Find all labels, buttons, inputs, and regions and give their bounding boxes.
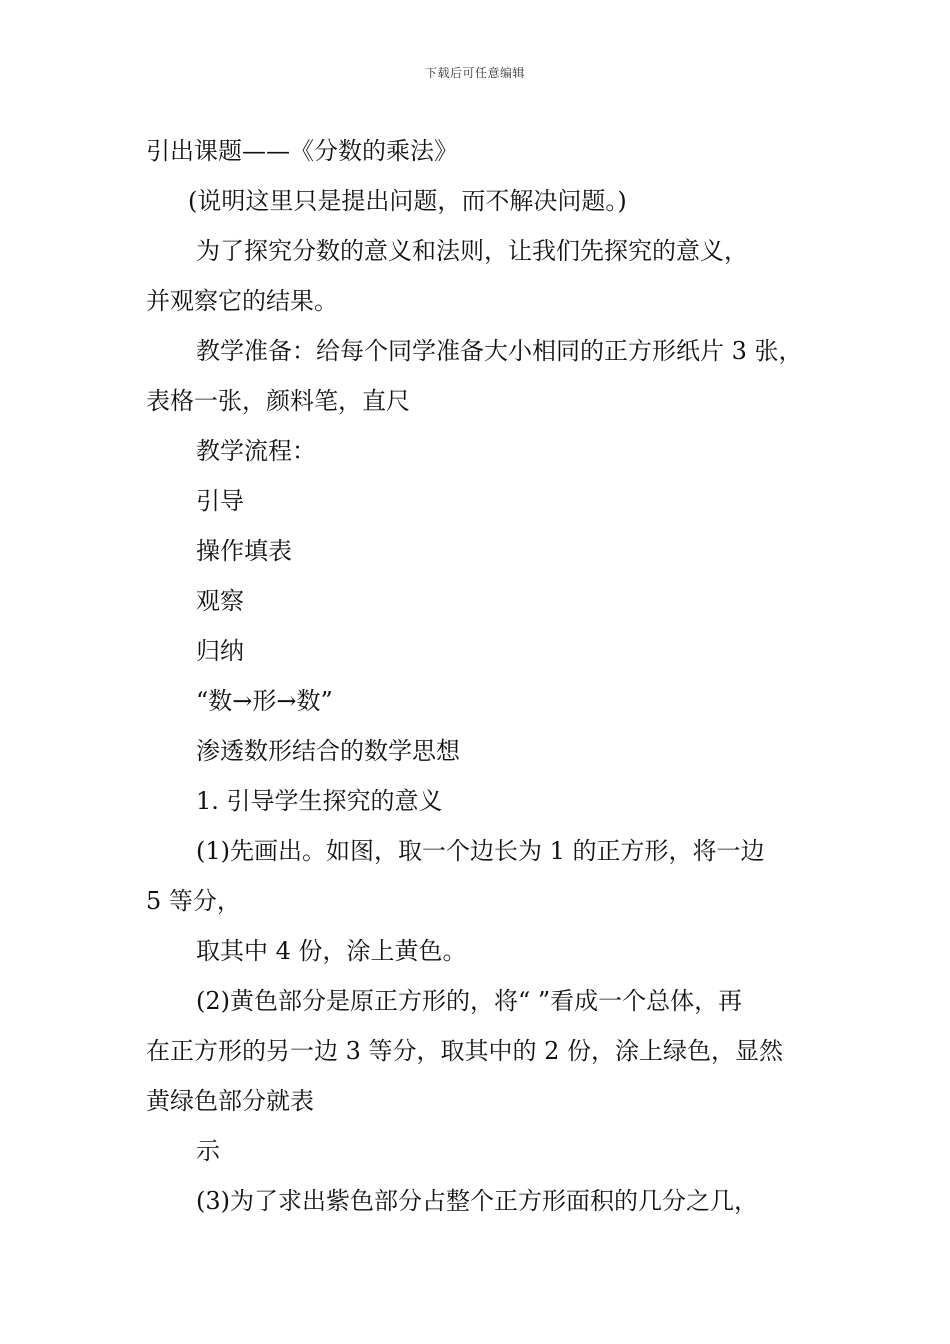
paragraph-line: 为了探究分数的意义和法则，让我们先探究的意义， xyxy=(196,237,748,265)
paragraph-line: 教学准备：给每个同学准备大小相同的正方形纸片 3 张， xyxy=(196,337,803,365)
paragraph-line: (2)黄色部分是原正方形的，将“ ”看成一个总体，再 xyxy=(196,987,743,1015)
paragraph-line: (1)先画出。如图，取一个边长为 1 的正方形，将一边 xyxy=(196,837,765,865)
paragraph-line: 5 等分， xyxy=(146,887,241,915)
paragraph-line: 操作填表 xyxy=(196,537,292,565)
page-header: 下载后可任意编辑 xyxy=(424,66,525,80)
paragraph-line: 引导 xyxy=(196,487,244,515)
paragraph-line: 表格一张，颜料笔，直尺 xyxy=(146,387,410,415)
paragraph-line: 观察 xyxy=(196,587,244,615)
paragraph-line: 教学流程： xyxy=(196,437,316,465)
paragraph-line: 归纳 xyxy=(196,637,244,665)
paragraph-line: 黄绿色部分就表 xyxy=(146,1087,314,1115)
paragraph-line: 引出课题——《分数的乘法》 xyxy=(146,137,458,165)
paragraph-line: 并观察它的结果。 xyxy=(146,287,338,315)
paragraph-line: “数→形→数” xyxy=(196,687,333,715)
paragraph-line: 取其中 4 份，涂上黄色。 xyxy=(196,937,467,965)
paragraph-line: 1. 引导学生探究的意义 xyxy=(196,787,443,815)
document-body xyxy=(146,126,826,1226)
paragraph-line: 在正方形的另一边 3 等分，取其中的 2 份，涂上绿色，显然 xyxy=(146,1037,784,1065)
paragraph-line: 渗透数形结合的数学思想 xyxy=(196,737,460,765)
paragraph-line: (3)为了求出紫色部分占整个正方形面积的几分之几， xyxy=(196,1187,758,1215)
paragraph-line: (说明这里只是提出问题，而不解决问题。) xyxy=(188,187,627,215)
paragraph-line: 示 xyxy=(196,1137,220,1165)
